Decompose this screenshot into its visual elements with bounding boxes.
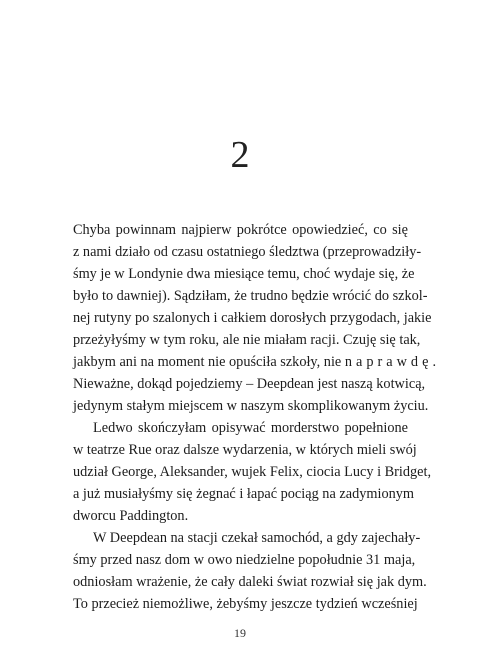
text-line: było to dawniej). Sądziłam, że trudno będzie wrócić do szkol- xyxy=(73,288,428,304)
text-line-emphasis xyxy=(73,351,437,373)
spaced-emphasis: naprawdę xyxy=(344,354,433,370)
text-line: udział George, Aleksander, wujek Felix, ciocia Lucy i Bridget, xyxy=(73,464,432,480)
text-line-suffix: . xyxy=(432,354,437,370)
text-line: przeżyłyśmy w tym roku, ale nie miałam racji. Czuję się tak, xyxy=(73,332,421,348)
text-line: W Deepdean na stacji czekał samochód, a gdy zajechały- xyxy=(93,530,421,546)
text-line: Chyba powinnam najpierw pokrótce opowiedzieć, co się xyxy=(73,222,408,238)
body-text xyxy=(73,219,437,615)
text-line: a już musiałyśmy się żegnać i łapać pociąg na zadymionym xyxy=(73,486,415,502)
text-line: To przecież niemożliwe, żebyśmy jeszcze tydzień wcześniej xyxy=(73,596,418,612)
text-line: dworcu Paddington. xyxy=(73,508,189,524)
text-line: śmy je w Londynie dwa miesiące temu, choć wydaje się, że xyxy=(73,266,415,282)
text-line: w teatrze Rue oraz dalsze wydarzenia, w których mieli swój xyxy=(73,442,417,458)
text-line-prefix: jakbym ani na moment nie opuściła szkoły, nie xyxy=(73,354,342,370)
page-number: 19 xyxy=(234,626,246,640)
text-line: z nami działo od czasu ostatniego śledztwa (przeprowadziły- xyxy=(73,244,422,260)
text-line: Ledwo skończyłam opisywać morderstwo popełnione xyxy=(93,420,408,436)
text-line: śmy przed nasz dom w owo niedzielne popołudnie 31 maja, xyxy=(73,552,416,568)
text-line: odniosłam wrażenie, że cały daleki świat rozwiał się jak dym. xyxy=(73,574,427,590)
text-line: nej rutyny po szalonych i całkiem dorosłych przygodach, jakie xyxy=(73,310,432,326)
chapter-number: 2 xyxy=(230,134,250,176)
text-line: Nieważne, dokąd pojedziemy – Deepdean jest naszą kotwicą, xyxy=(73,376,426,392)
text-line: jedynym stałym miejscem w naszym skomplikowanym życiu. xyxy=(73,398,429,414)
